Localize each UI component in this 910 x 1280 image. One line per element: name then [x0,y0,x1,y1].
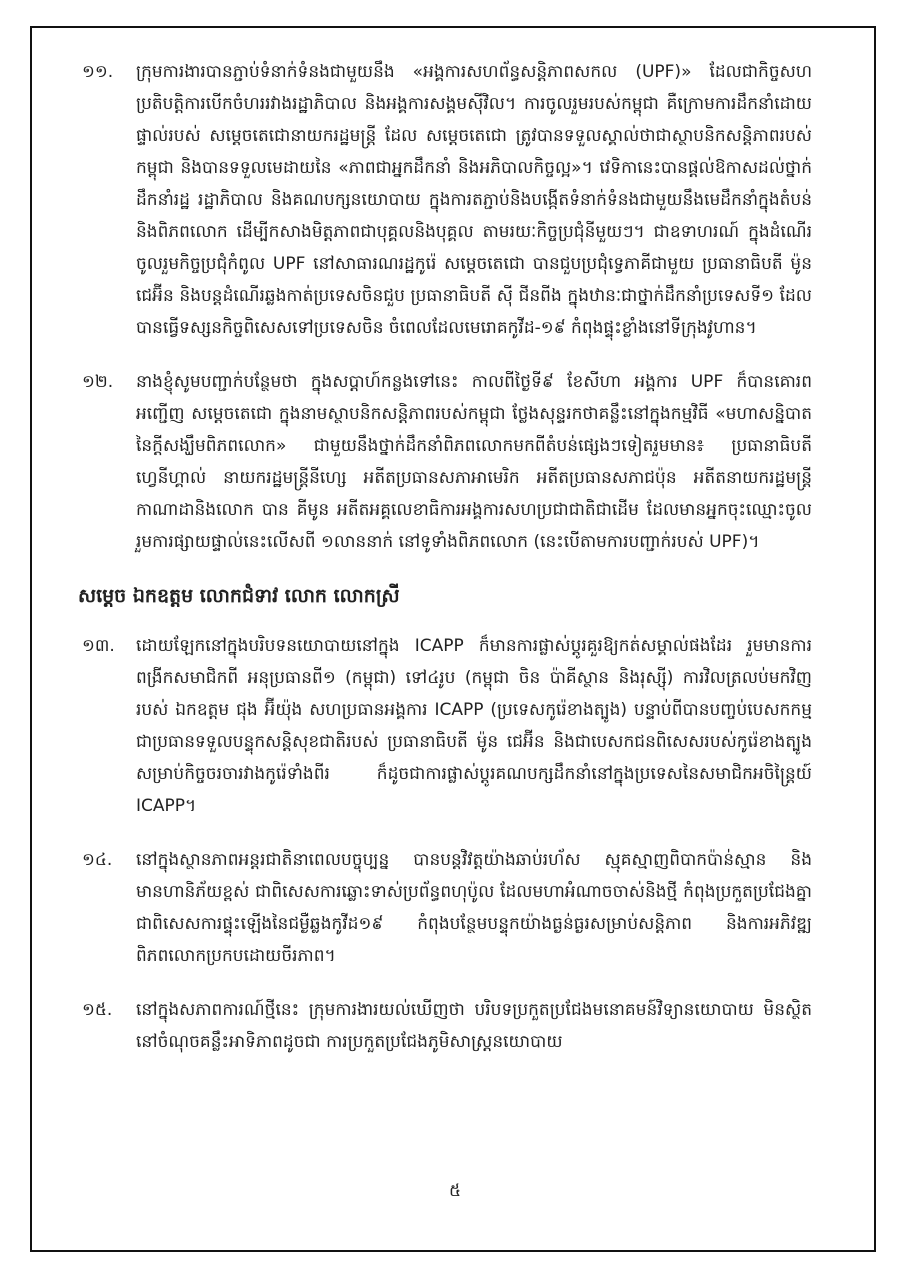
paragraph-number: ១១. [82,62,114,82]
paragraph-14 [82,844,812,972]
paragraph-number: ១៥. [82,1000,113,1020]
paragraph-text: នៅក្នុងស្ថានភាពអន្តរជាតិនាពេលបច្ចុប្បន្ន បានបន្តវិវត្តយ៉ាងឆាប់រហ័ស ស្មុគស្មាញពិបាកប៉ាន់ស្មាន និងមានហានិភ័យខ្ពស់ ជាពិសេសការឆ្លោះទាស់ប្រព័ន្ធពហុប៉ូល ដែលមហាអំណាចចាស់និងថ្មី កំពុងប្រកួតប្រជែងគ្នា ជាពិសេសការផ្ទុះឡើងនៃជម្ងឺឆ្លងកូវីដ១៩ កំពុងបន្ថែមបន្ទុកយ៉ាងធ្ងន់ធ្ងរសម្រាប់សន្តិភាព និងការអភិវឌ្ឍពិភពលោកប្រកបដោយចីរភាព។ [136,850,812,966]
page-number: ៥ [448,1181,462,1201]
document-body [78,56,812,1080]
paragraph-12 [82,366,812,558]
paragraph-number: ១៣. [82,636,115,656]
paragraph-number: ១២. [82,372,114,392]
paragraph-text: ដោយឡែកនៅក្នុងបរិបទនយោបាយនៅក្នុង ICAPP ក៏មានការផ្លាស់ប្តូរគួរឱ្យកត់សម្គាល់ផងដែរ រួមមានការពង្រីកសមាជិកពី អនុប្រធានពី១ (កម្ពុជា) ទៅ៤រូប (កម្ពុជា ចិន ប៉ាគីស្ថាន និងរុស្ស៊ី) ការវិលត្រលប់មកវិញរបស់ ឯកឧត្តម ជុង អ៊ីយ៉ុង សហប្រធានអង្គការ ICAPP (ប្រទេសកូរ៉េខាងត្បូង) បន្ទាប់ពីបានបញ្ចប់បេសកកម្មជាប្រធានទទួលបន្ទុកសន្តិសុខជាតិរបស់ ប្រធានាធិបតី ម៉ូន ជេអ៊ីន និងជាបេសកជនពិសេសរបស់កូរ៉េខាងត្បូងសម្រាប់កិច្ចចរចារវាងកូរ៉េទាំងពីរ ក៏ដូចជាការផ្លាស់ប្តូរគណបក្សដឹកនាំនៅក្នុងប្រទេសនៃសមាជិកអចិន្ត្រៃយ៍ ICAPP។ [136,636,812,816]
paragraph-11 [82,56,812,344]
paragraph-text: នៅក្នុងសភាពការណ៍ថ្មីនេះ ក្រុមការងារយល់ឃើញថា បរិបទប្រកួតប្រជែងមនោគមន៍វិទ្យានយោបាយ មិនស្ថិតនៅចំណុចគន្លឹះអាទិភាពដូចជា ការប្រកួតប្រជែងភូមិសាស្ត្រនយោបាយ [136,1000,812,1052]
salutation-heading: សម្តេច ឯកឧត្តម លោកជំទាវ លោក លោកស្រី [78,585,400,607]
paragraph-15 [82,994,812,1058]
paragraph-number: ១៤. [82,850,113,870]
paragraph-13 [82,630,812,822]
paragraph-text: ក្រុមការងារបានភ្ជាប់ទំនាក់ទំនងជាមួយនឹង «អង្គការសហព័ន្ធសន្តិភាពសកល (UPF)» ដែលជាកិច្ចសហប្រតិបត្តិការបើកចំហររវាងរដ្ឋាភិបាល និងអង្គការសង្គមស៊ីវិល។ ការចូលរួមរបស់កម្ពុជា គឺក្រោមការដឹកនាំដោយផ្ទាល់របស់ សម្តេចតេជោនាយករដ្ឋមន្ត្រី ដែល សម្តេចតេជោ ត្រូវបានទទួលស្គាល់ថាជាស្ថាបនិកសន្តិភាពរបស់កម្ពុជា និងបានទទួលមេដាយនៃ «ភាពជាអ្នកដឹកនាំ និងអភិបាលកិច្ចល្អ»។ វេទិកានេះបានផ្តល់ឱកាសដល់ថ្នាក់ដឹកនាំរដ្ឋ រដ្ឋាភិបាល និងគណបក្សនយោបាយ ក្នុងការតភ្ជាប់និងបង្កើតទំនាក់ទំនងជាមួយនឹងមេដឹកនាំក្នុងតំបន់ និងពិភពលោក ដើម្បីកសាងមិត្តភាពជាបុគ្គលនិងបុគ្គល តាមរយៈកិច្ចប្រជុំនីមួយៗ។ ជាឧទាហរណ៍ ក្នុងដំណើរចូលរួមកិច្ចប្រជុំកំពូល UPF នៅសាធារណរដ្ឋកូរ៉េ សម្តេចតេជោ បានជួបប្រជុំទ្វេភាគីជាមួយ ប្រធានាធិបតី ម៉ូន ជេអ៊ីន និងបន្តដំណើរឆ្លងកាត់ប្រទេសចិនជួប ប្រធានាធិបតី ស៊ី ជីនពីង ក្នុងឋានៈជាថ្នាក់ដឹកនាំប្រទេសទី១ ដែលបានធ្វើទស្សនកិច្ចពិសេសទៅប្រទេសចិន ចំពេលដែលមេរោគកូវីដ-១៩ កំពុងផ្ទុះខ្លាំងនៅទីក្រុងវូហាន។ [136,62,812,338]
paragraph-text: នាងខ្ញុំសូមបញ្ជាក់បន្ថែមថា ក្នុងសប្តាហ៍កន្លងទៅនេះ កាលពីថ្ងៃទី៩ ខែសីហា អង្គការ UPF ក៏បានគោរពអញ្ជើញ សម្តេចតេជោ ក្នុងនាមស្ថាបនិកសន្តិភាពរបស់កម្ពុជា ថ្លែងសុន្ទរកថាគន្លឹះនៅក្នុងកម្មវិធី «មហាសន្និបាតនៃក្តីសង្ឃឹមពិភពលោក» ជាមួយនឹងថ្នាក់ដឹកនាំពិភពលោកមកពីតំបន់ផ្សេងៗទៀតរួមមាន៖ ប្រធានាធិបតីហ្វេនីហ្គាល់ នាយករដ្ឋមន្ត្រីនីហ្សេ អតីតប្រធានសភាអាមេរិក អតីតប្រធានសភាជប៉ុន អតីតនាយករដ្ឋមន្ត្រីកាណាដានិងលោក បាន គីមូន អតីតអគ្គលេខាធិការអង្គការសហប្រជាជាតិជាដើម ដែលមានអ្នកចុះឈ្មោះចូលរួមការផ្សាយផ្ទាល់នេះលើសពី ១លាននាក់ នៅទូទាំងពិភពលោក (នេះបើតាមការបញ្ជាក់របស់ UPF)។ [136,372,812,552]
